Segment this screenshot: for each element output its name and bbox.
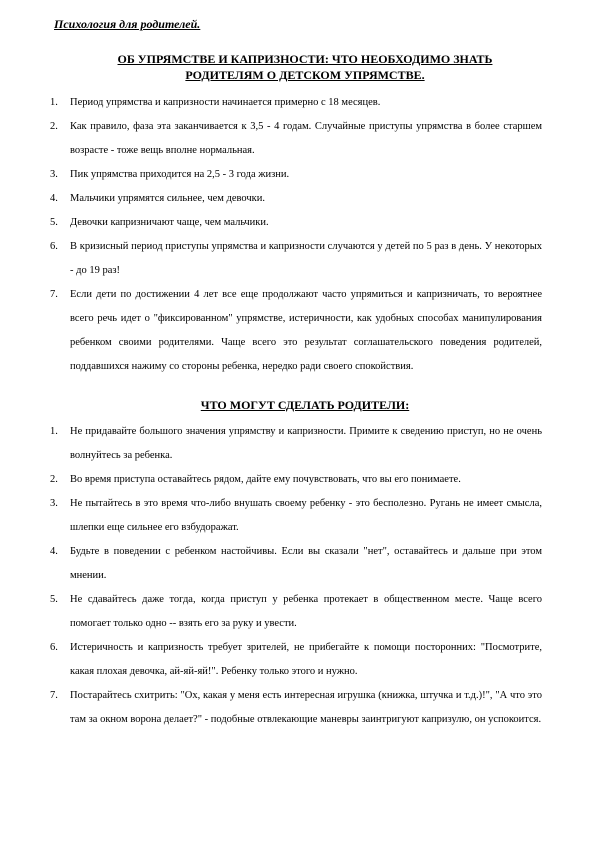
- item-number: 7.: [50, 289, 58, 300]
- title-line-1: ОБ УПРЯМСТВЕ И КАПРИЗНОСТИ: ЧТО НЕОБХОДИМО ЗНАТЬ: [117, 52, 493, 66]
- header-label: Психология для родителей.: [54, 17, 201, 31]
- item-text: Как правило, фаза эта заканчивается к 3,5 - 4 годам. Случайные приступы упрямства в более старшем возрасте - тоже вещь вполне нормальная.: [70, 121, 542, 156]
- list-item: [50, 211, 542, 235]
- list-item: [50, 588, 542, 636]
- item-number: 5.: [50, 217, 58, 228]
- title-line-2: РОДИТЕЛЯМ О ДЕТСКОМ УПРЯМСТВЕ.: [185, 68, 425, 82]
- item-text: Девочки капризничают чаще, чем мальчики.: [70, 217, 269, 228]
- item-text: Во время приступа оставайтесь рядом, дайте ему почувствовать, что вы его понимаете.: [70, 474, 461, 485]
- item-text: Если дети по достижении 4 лет все еще продолжают часто упрямиться и капризничать, то вероятнее всего речь идет о "фиксированном" упрямстве, истеричности, как удобных способах манипулирования ребенком своими родителями. Чаще всего это результат соглашательского поведения родителей, поддавшихся нажиму со стороны ребенка, нередко ради своего спокойствия.: [70, 289, 542, 372]
- item-text: В кризисный период приступы упрямства и капризности случаются у детей по 5 раз в день. У некоторых - до 19 раз!: [70, 241, 542, 276]
- list-item: [50, 636, 542, 684]
- list-item: [50, 187, 542, 211]
- document-title: [60, 51, 550, 83]
- item-text: Период упрямства и капризности начинается примерно с 18 месяцев.: [70, 97, 381, 108]
- list-item: [50, 468, 542, 492]
- item-number: 4.: [50, 193, 58, 204]
- item-text: Постарайтесь схитрить: "Ох, какая у меня есть интересная игрушка (книжка, штучка и т.д.)!", "А что это там за окном ворона делает?" - подобные отвлекающие маневры заинтригуют капризулю, он успокоится.: [70, 690, 542, 725]
- item-text: Пик упрямства приходится на 2,5 - 3 года жизни.: [70, 169, 290, 180]
- item-number: 3.: [50, 498, 58, 509]
- list-item: [50, 492, 542, 540]
- item-number: 3.: [50, 169, 58, 180]
- item-number: 5.: [50, 594, 58, 605]
- item-text: Мальчики упрямятся сильнее, чем девочки.: [70, 193, 266, 204]
- item-number: 2.: [50, 121, 58, 132]
- item-number: 7.: [50, 690, 58, 701]
- item-text: Не придавайте большого значения упрямству и капризности. Примите к сведению приступ, но не очень волнуйтесь за ребенка.: [70, 426, 542, 461]
- list-item: [50, 283, 542, 379]
- item-number: 2.: [50, 474, 58, 485]
- item-number: 1.: [50, 426, 58, 437]
- item-text: Не пытайтесь в это время что-либо внушать своему ребенку - это бесполезно. Ругань не имеет смысла, шлепки еще сильнее его взбудоражат.: [70, 498, 542, 533]
- item-number: 4.: [50, 546, 58, 557]
- item-text: Не сдавайтесь даже тогда, когда приступ у ребенка протекает в общественном месте. Чаще всего помогает только одно -- взять его за руку и увести.: [70, 594, 542, 629]
- item-text: Истеричность и капризность требует зрителей, не прибегайте к помощи посторонних: "Посмотрите, какая плохая девочка, ай-яй-яй!". Ребенку только этого и нужно.: [70, 642, 542, 677]
- list-item: [50, 91, 542, 115]
- advice-list: [50, 420, 542, 732]
- item-number: 6.: [50, 241, 58, 252]
- facts-list: [50, 91, 542, 379]
- item-text: Будьте в поведении с ребенком настойчивы. Если вы сказали "нет", оставайтесь и дальше при этом мнении.: [70, 546, 542, 581]
- list-item: [50, 684, 542, 732]
- item-number: 1.: [50, 97, 58, 108]
- item-number: 6.: [50, 642, 58, 653]
- list-item: [50, 163, 542, 187]
- list-item: [50, 235, 542, 283]
- list-item: [50, 115, 542, 163]
- list-item: [50, 540, 542, 588]
- section-heading: ЧТО МОГУТ СДЕЛАТЬ РОДИТЕЛИ:: [200, 398, 410, 412]
- list-item: [50, 420, 542, 468]
